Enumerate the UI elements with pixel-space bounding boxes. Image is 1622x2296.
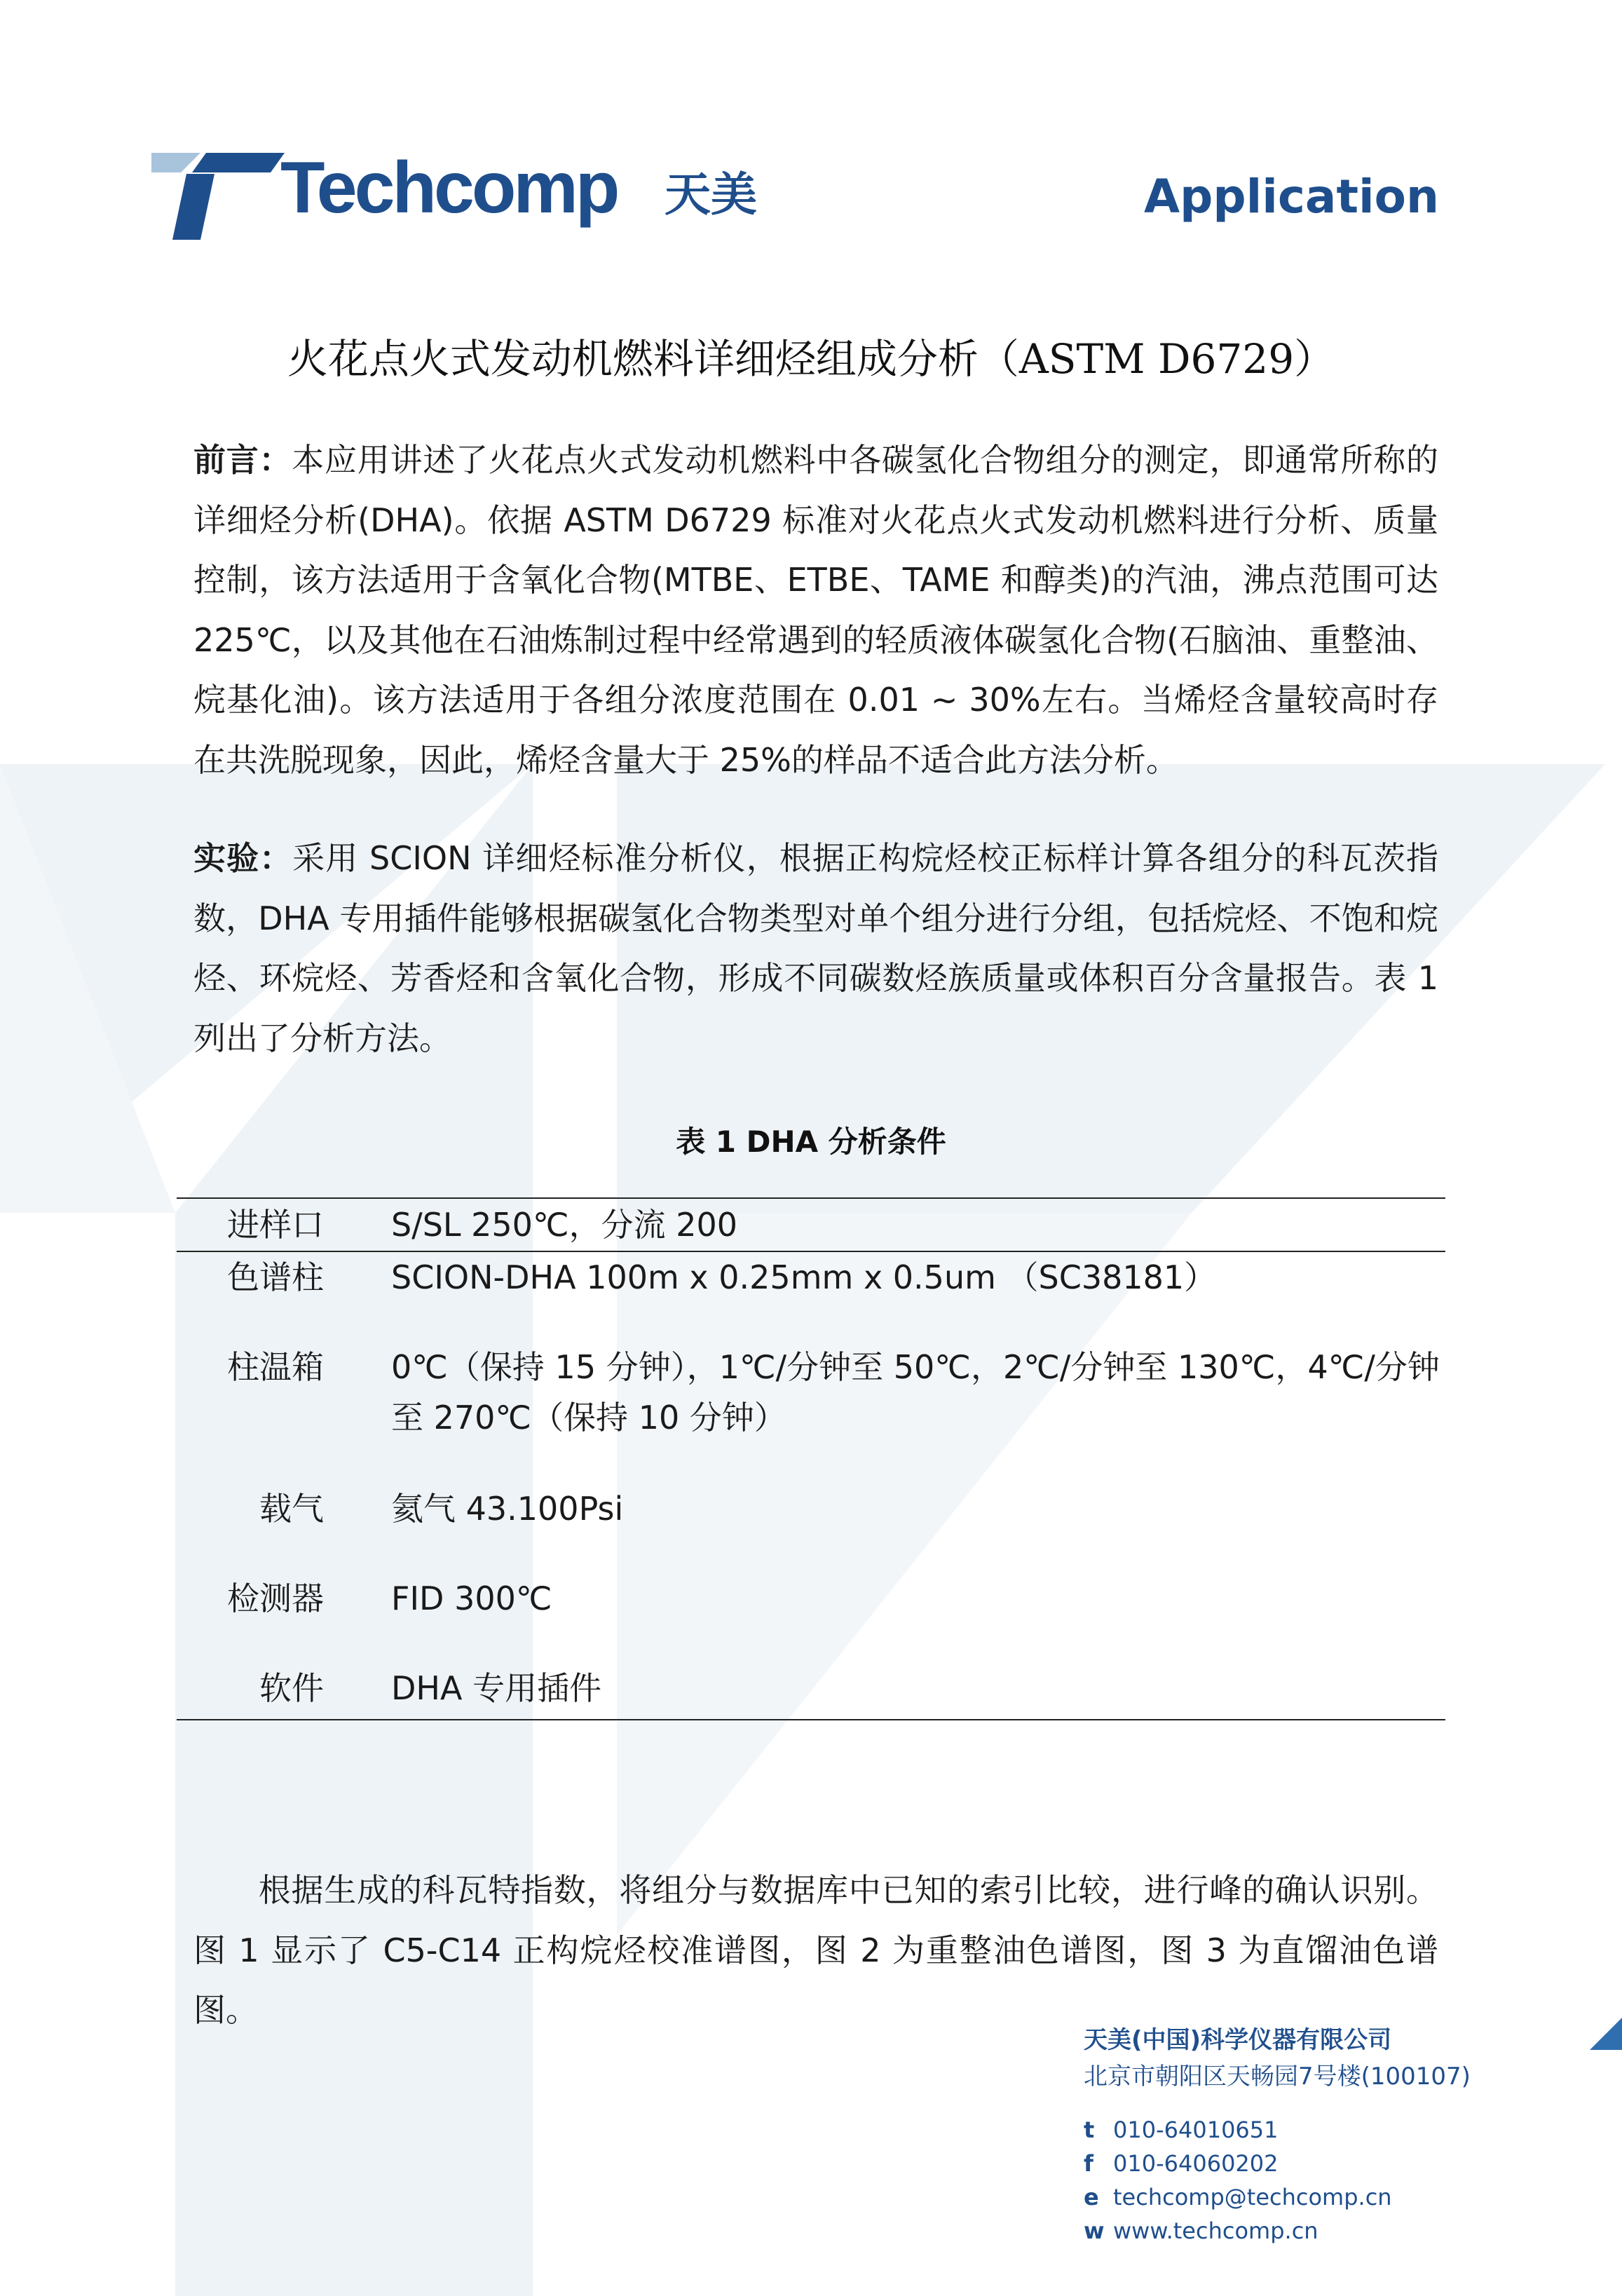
intro-text: 本应用讲述了火花点火式发动机燃料中各碳氢化合物组分的测定，即通常所称的详细烃分析(DHA)。依据 ASTM D6729 标准对火花点火式发动机燃料进行分析、质量控制，该方法适用于含氧化合物(MTBE、ETBE、TAME 和醇类)的汽油，沸点范围可达 225℃，以及其他在石油炼制过程中经常遇到的轻质液体碳氢化合物(石脑油、重整油、烷基化油)。该方法适用于各组分浓度范围在 0.01 ~ 30%左右。当烯烃含量较高时存在共洗脱现象，因此，烯烃含量大于 25%的样品不适合此方法分析。	[193, 441, 1439, 779]
contact-letter: t	[1084, 2117, 1095, 2143]
table-caption: 表 1 DHA 分析条件	[676, 1125, 946, 1159]
conditions-table	[177, 1197, 1445, 1720]
contact-letter: f	[1084, 2150, 1093, 2177]
experiment-text: 采用 SCION 详细烃标准分析仪，根据正构烷烃校正标样计算各组分的科瓦茨指数，DHA 专用插件能够根据碳氢化合物类型对单个组分进行分组，包括烷烃、不饱和烷烃、环烷烃、芳香烃和含氧化合物，形成不同碳数烃族质量或体积百分含量报告。表 1 列出了分析方法。	[193, 839, 1439, 1057]
contact-letter: e	[1084, 2184, 1099, 2210]
footer-contact	[1084, 2022, 1518, 2248]
company-name: 天美(中国)科学仪器有限公司	[1084, 2026, 1392, 2054]
techcomp-logo-icon	[151, 153, 285, 240]
table-key: 柱温箱	[227, 1348, 324, 1386]
contact-website[interactable]	[1084, 2214, 1518, 2248]
contact-fax	[1084, 2147, 1518, 2180]
contact-letter: w	[1084, 2217, 1105, 2244]
table-value: 0℃（保持 15 分钟），1℃/分钟至 50℃，2℃/分钟至 130℃，4℃/分钟至 270℃（保持 10 分钟）	[391, 1348, 1440, 1436]
analysis-paragraph	[193, 1861, 1438, 2041]
intro-label: 前言：	[193, 441, 292, 479]
table-value: 氦气 43.100Psi	[391, 1490, 624, 1528]
contact-email[interactable]	[1084, 2180, 1518, 2214]
table-row	[177, 1483, 1445, 1573]
brand-name-chinese: 天美	[665, 168, 757, 222]
table-row	[177, 1198, 1445, 1251]
contact-phone	[1084, 2113, 1518, 2147]
company-address: 北京市朝阳区天畅园7号楼(100107)	[1084, 2063, 1471, 2091]
experiment-label: 实验：	[193, 839, 293, 877]
table-value: DHA 专用插件	[391, 1663, 1445, 1720]
table-row	[177, 1342, 1445, 1483]
table-row	[177, 1251, 1445, 1342]
table-row	[177, 1573, 1445, 1663]
analysis-text: 根据生成的科瓦特指数，将组分与数据库中已知的索引比较，进行峰的确认识别。图 1 显示了 C5-C14 正构烷烃校准谱图，图 2 为重整油色谱图，图 3 为直馏油色谱图。	[193, 1871, 1438, 2029]
brand-name: Techcomp	[280, 147, 618, 229]
intro-paragraph	[193, 430, 1438, 790]
fax-number: 010-64060202	[1113, 2150, 1279, 2177]
phone-number: 010-64010651	[1113, 2117, 1279, 2143]
table-key: 色谱柱	[227, 1258, 324, 1296]
table-key: 软件	[177, 1663, 391, 1720]
experiment-paragraph	[193, 829, 1438, 1068]
website-link[interactable]: www.techcomp.cn	[1113, 2217, 1318, 2244]
table-row	[177, 1663, 1445, 1720]
table-key: 进样口	[177, 1198, 391, 1251]
application-label: Application	[1144, 170, 1439, 224]
table-value: FID 300℃	[391, 1580, 552, 1617]
document-title: 火花点火式发动机燃料详细烃组成分析（ASTM D6729）	[287, 335, 1335, 383]
table-key: 检测器	[227, 1580, 324, 1617]
table-key: 载气	[259, 1490, 324, 1528]
corner-triangle-icon	[1590, 2018, 1622, 2050]
table-value: S/SL 250℃，分流 200	[391, 1198, 1445, 1251]
email-link[interactable]: techcomp@techcomp.cn	[1113, 2184, 1392, 2210]
table-value: SCION-DHA 100m x 0.25mm x 0.5um （SC38181）	[391, 1258, 1217, 1296]
